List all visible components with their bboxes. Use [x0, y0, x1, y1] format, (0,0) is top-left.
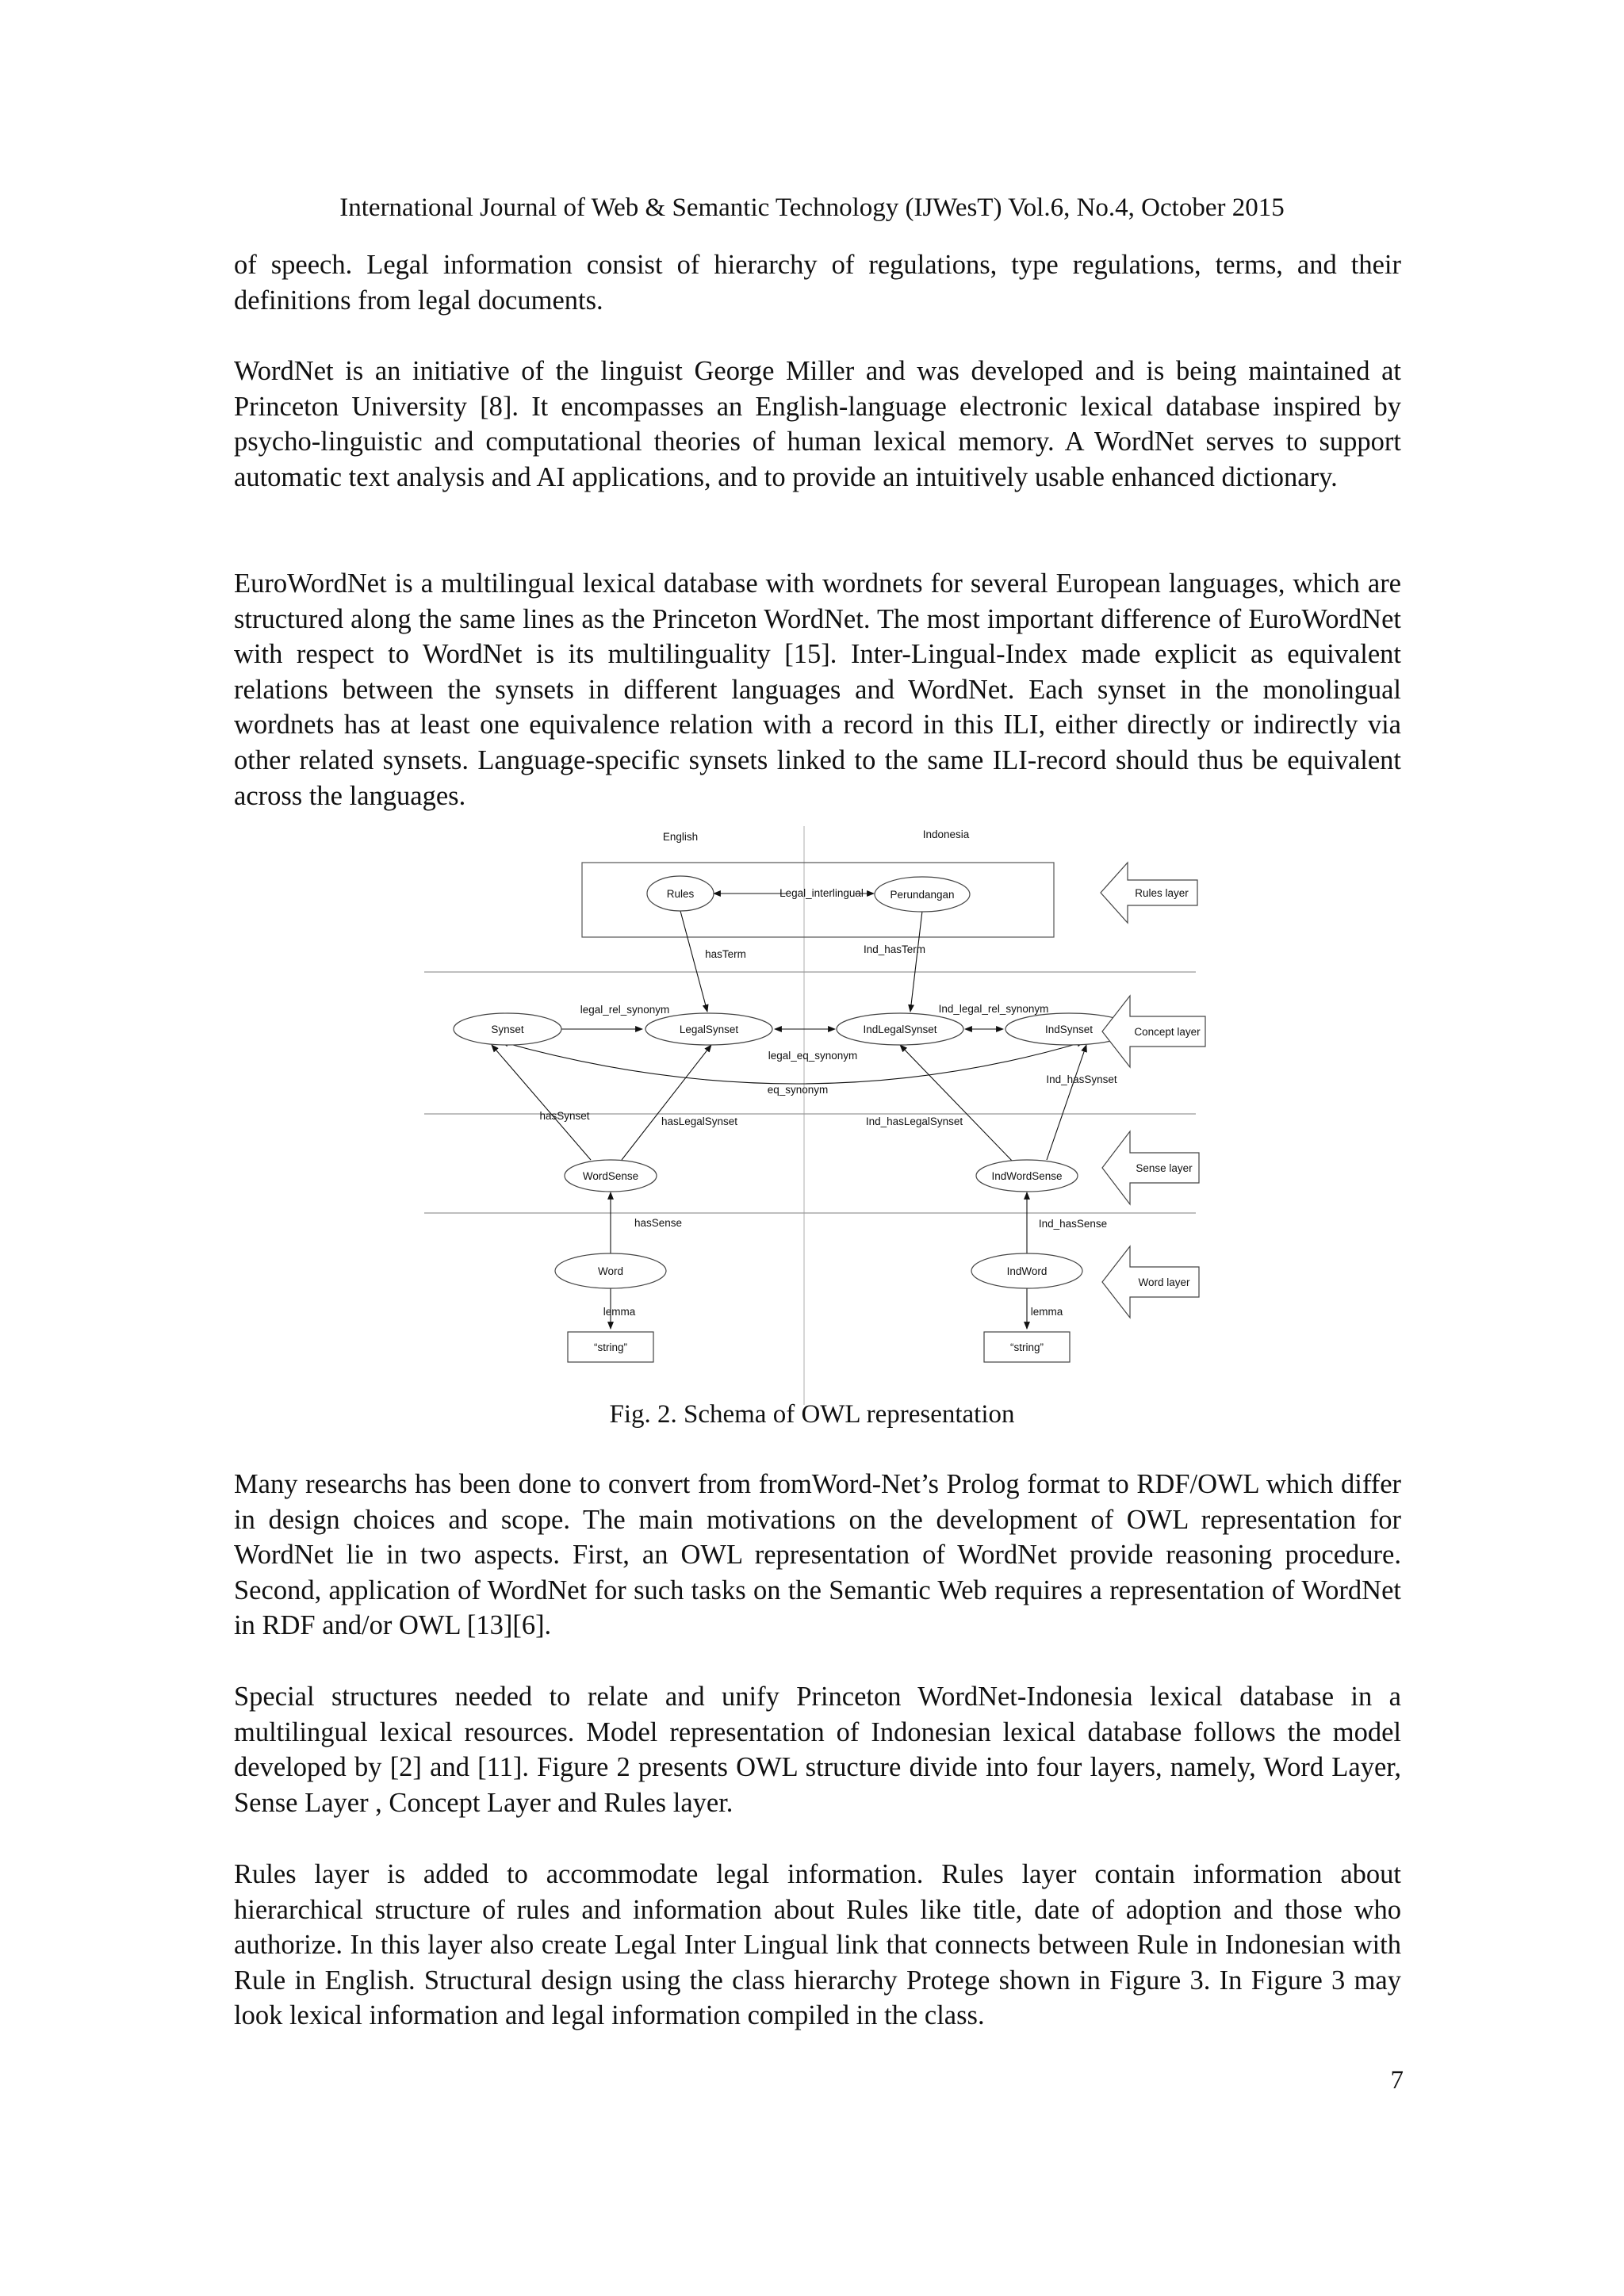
word-layer-label: Word layer — [1138, 1276, 1190, 1288]
concept-layer-label: Concept layer — [1134, 1026, 1201, 1038]
edge-label-ind-legal-rel-synonym: Ind_legal_rel_synonym — [938, 1003, 1049, 1015]
paragraph-4: Many researchs has been done to convert from fromWord-Net’s Prolog format to RDF/OWL which differ in design choices and scope. The main motivations on the development of OWL representation for WordNet lie in two aspects. First, an OWL representation of WordNet provide reasoning procedure. Second, application of WordNet for such tasks on the Semantic Web requires a representation of WordNet in RDF and/or OWL [13][6]. — [234, 1469, 1401, 1641]
owl-schema-figure — [412, 817, 1221, 1411]
edge-label-hassense: hasSense — [634, 1217, 683, 1229]
edge-label-legal-eq-synonym: legal_eq_synonym — [768, 1050, 858, 1062]
node-indword-label: IndWord — [1006, 1265, 1048, 1277]
node-indlegalsynset-label: IndLegalSynset — [863, 1024, 937, 1035]
paragraph-5: Special structures needed to relate and unify Princeton WordNet-Indonesia lexical database in a multilingual lexical resources. Model representation of Indonesian lexical database follows the model developed by [2] and [11]. Figure 2 presents OWL structure divide into four layers, namely, Word Layer, Sense Layer , Concept Layer and Rules layer. — [234, 1682, 1401, 1818]
edge-label-legal-interlingual: Legal_interlingual — [779, 887, 864, 899]
edge-label-hasterm: hasTerm — [705, 948, 746, 960]
edge-label-lemma-id: lemma — [1030, 1306, 1063, 1318]
edge-label-ind-haslegalsynset: Ind_hasLegalSynset — [865, 1115, 963, 1127]
node-legalsynset-label: LegalSynset — [679, 1024, 739, 1035]
edge-label-ind-hassense: Ind_hasSense — [1038, 1218, 1108, 1230]
edge-label-haslegalsynset: hasLegalSynset — [661, 1115, 738, 1127]
edge-ind-hassynset — [1047, 1045, 1086, 1160]
paragraph-1: of speech. Legal information consist of hierarchy of regulations, type regulations, terms, and their definitions from legal documents. — [234, 250, 1401, 316]
paragraph-6: Rules layer is added to accommodate legal information. Rules layer contain information about hierarchical structure of rules and information about Rules like title, date of adoption and those who authorize. In this layer also create Legal Inter Lingual link that connects between Rule in Indonesian with Rule in English. Structural design using the class hierarchy Protege shown in Figure 3. In Figure 3 may look lexical information and legal information compiled in the class. — [234, 1859, 1401, 2031]
edge-hassynset — [492, 1045, 591, 1160]
column-label-english: English — [662, 831, 699, 843]
node-perundangan-label: Perundangan — [890, 889, 955, 901]
node-word-label: Word — [597, 1265, 624, 1277]
node-rules-label: Rules — [666, 888, 695, 900]
node-indsynset-label: IndSynset — [1044, 1024, 1094, 1035]
edge-ind-haslegalsynset — [900, 1045, 1013, 1162]
rules-layer-label: Rules layer — [1135, 887, 1189, 899]
edge-label-legal-rel-synonym: legal_rel_synonym — [580, 1004, 670, 1016]
node-indwordsense-label: IndWordSense — [991, 1170, 1063, 1182]
sense-layer-label: Sense layer — [1136, 1162, 1193, 1174]
edge-label-hassynset: hasSynset — [539, 1110, 590, 1122]
running-header: International Journal of Web & Semantic Technology (IJWesT) Vol.6, No.4, October 2015 — [339, 193, 1285, 222]
edge-label-lemma-en: lemma — [603, 1306, 636, 1318]
edge-label-ind-hassynset: Ind_hasSynset — [1046, 1073, 1117, 1085]
page-number: 7 — [1390, 2066, 1404, 2095]
edge-eq-synonym — [501, 1042, 1084, 1084]
node-string-id-label: “string” — [1009, 1341, 1044, 1353]
column-label-indonesia: Indonesia — [922, 828, 970, 840]
paragraph-2: WordNet is an initiative of the linguist George Miller and was developed and is being maintained at Princeton University [8]. It encompasses an English-language electronic lexical database inspired by psycho-linguistic and computational theories of human lexical memory. A WordNet serves to support automatic text analysis and AI applications, and to provide an intuitively usable enhanced dictionary. — [234, 356, 1401, 492]
node-synset-label: Synset — [491, 1024, 524, 1035]
node-wordsense-label: WordSense — [582, 1170, 639, 1182]
edge-hasterm — [680, 911, 707, 1012]
edge-label-eq-synonym: eq_synonym — [767, 1084, 829, 1096]
edge-haslegalsynset — [622, 1045, 711, 1160]
node-string-en-label: “string” — [593, 1341, 628, 1353]
figure-caption: Fig. 2. Schema of OWL representation — [609, 1400, 1015, 1429]
owl-schema-diagram — [412, 817, 1221, 1411]
paragraph-3: EuroWordNet is a multilingual lexical database with wordnets for several European languages, which are structured along the same lines as the Princeton WordNet. The most important difference of EuroWordNet with respect to WordNet is its multilinguality [15]. Inter-Lingual-Index made explicit as equivalent relations between the synsets in different languages and WordNet. Each synset in the monolingual wordnets has at least one equivalence relation with a record in this ILI, either directly or indirectly via other related synsets. Language-specific synsets linked to the same ILI-record should thus be equivalent across the languages. — [234, 568, 1401, 811]
edge-ind-hasterm — [910, 911, 922, 1012]
edge-label-ind-hasterm: Ind_hasTerm — [863, 943, 926, 955]
